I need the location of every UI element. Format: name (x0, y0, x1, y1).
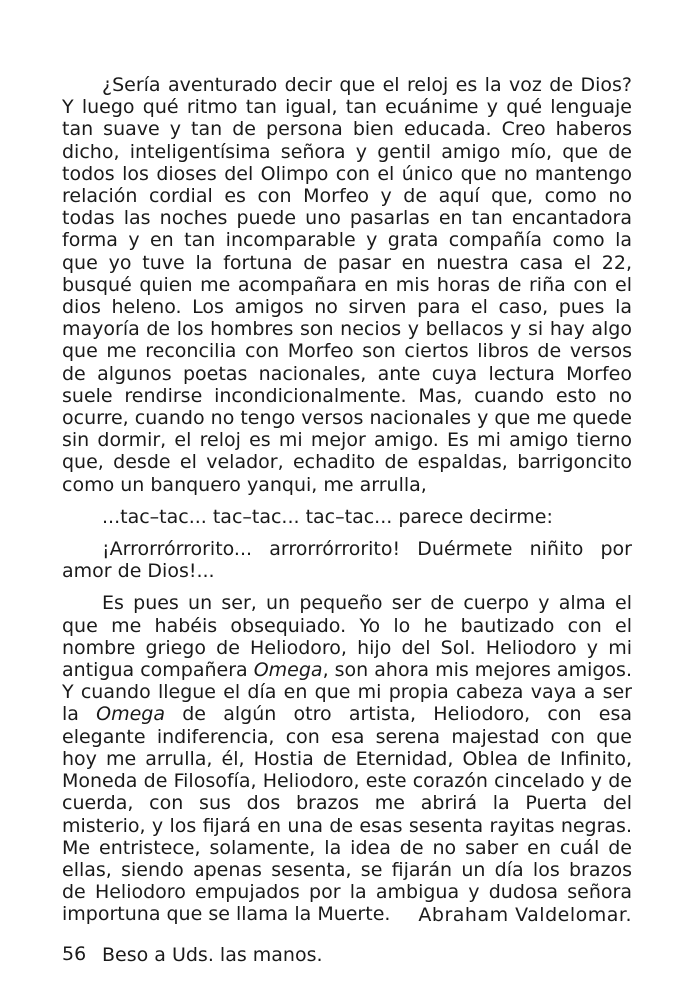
paragraph-heliodoro (62, 592, 632, 925)
paragraph-reloj: ¿Sería aventurado decir que el reloj es la voz de Dios? Y luego qué ritmo tan igual, tan ecuánime y qué lenguaje tan suave y tan de persona bien educada. Creo haberos dicho, inteligentísima señora y gentil amigo mío, que de todos los dioses del Olimpo con el único que no mantengo relación cordial es con Morfeo y de aquí que, como no todas las noches puede uno pasarlas en tan encantadora forma y en tan incomparable y grata compañía como la que yo tuve la fortuna de pasar en nuestra casa el 22, busqué quien me acompañara en mis horas de riña con el dios heleno. Los amigos no sirven para el caso, pues la mayoría de los hombres son necios y bellacos y si hay algo que me reconcilia con Morfeo son ciertos libros de versos de algunos poetas nacionales, ante cuya lectura Morfeo suele rendirse incondicionalmente. Mas, cuando esto no ocurre, cuando no tengo versos nacionales y que me quede sin dormir, el reloj es mi mejor amigo. Es mi amigo tierno que, desde el velador, echadito de espaldas, barrigoncito como un banquero yanqui, me arrulla, (62, 74, 632, 496)
signature: Abraham Valdelomar. (418, 904, 632, 926)
paragraph-closing: Beso a Uds. las manos. (102, 943, 323, 966)
body-text (62, 74, 632, 966)
text-segment: de algún otro artista, Heliodoro, con esa elegante indiferencia, con esa serena majestad con que hoy me arrulla, él, Hostia de Eternidad, Oblea de Infinito, Moneda de Filosofía, Heliodoro, este corazón cincelado y de cuerda, con sus dos brazos me abrirá la Puerta del misterio, y los fijará en una de esas sesenta rayitas negras. Me entristece, solamente, la idea de no saber en cuál de ellas, siendo apenas sesenta, se fijarán un día los brazos de Heliodoro empujados por la ambigua y dudosa señora importuna que se llama la Muerte. (62, 703, 632, 926)
italic-omega: Omega (96, 703, 166, 726)
italic-omega: Omega (253, 659, 323, 682)
paragraph-lullaby: ¡Arrorrórrorito... arrorrórrorito! Duérmete niñito por amor de Dios!... (62, 538, 632, 583)
page-number: 56 (62, 943, 87, 965)
paragraph-tac-tac: ...tac–tac... tac–tac... tac–tac... parece decirme: (102, 505, 553, 528)
text-segment: Es pues un ser, un pequeño ser de cuerpo y alma el que me habéis obsequiado. Yo lo he bautizado con el nombre griego de Heliodoro, hijo del Sol. Heliodoro y mi antigua compañera (62, 592, 632, 682)
text-segment: , son ahora mis mejores amigos. Y cuando llegue el día en que mi propia cabeza vaya a ser la (62, 659, 632, 726)
